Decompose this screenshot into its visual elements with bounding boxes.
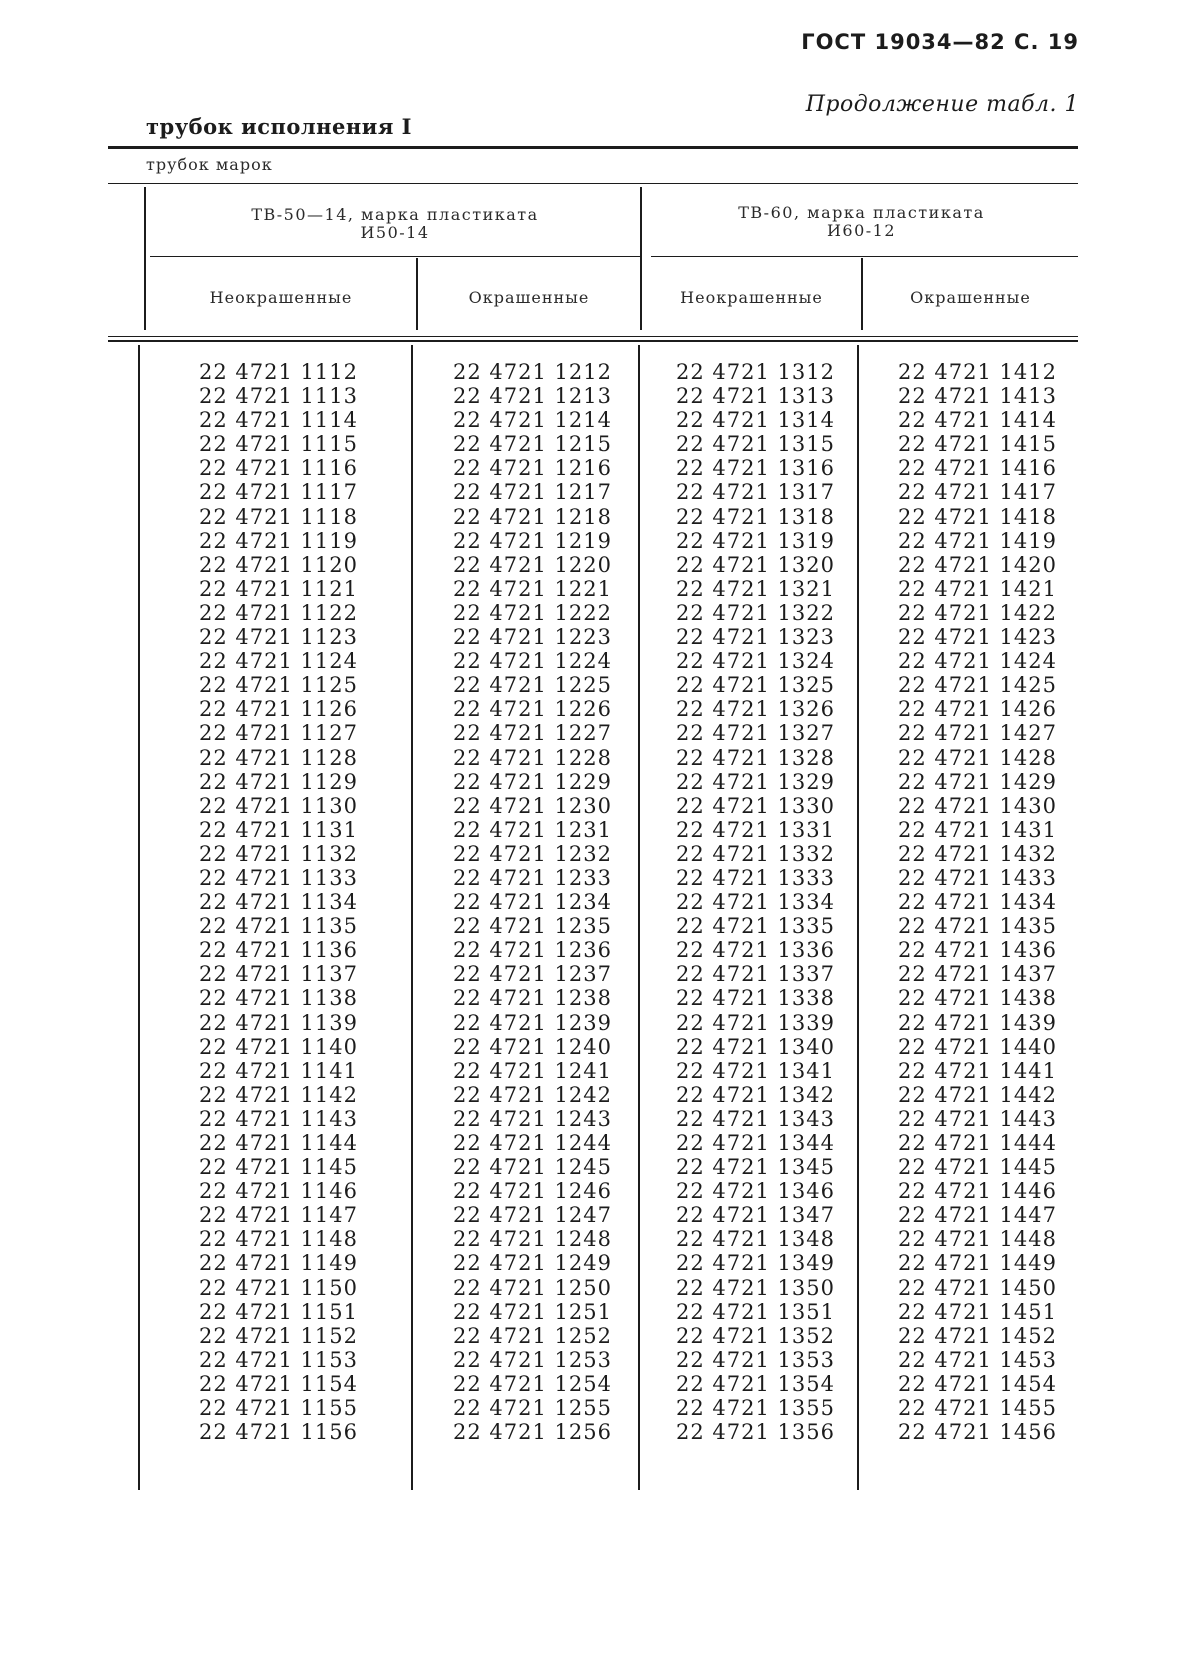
table-cell: 22 4721 1439 xyxy=(898,1010,1057,1035)
table-cell: 22 4721 1155 xyxy=(199,1396,358,1421)
table-cell: 22 4721 1133 xyxy=(199,865,358,890)
table-cell: 22 4721 1217 xyxy=(453,480,612,505)
group-1-underline xyxy=(150,256,640,257)
table-title: трубок исполнения I xyxy=(146,114,413,139)
table-cell: 22 4721 1355 xyxy=(676,1396,835,1421)
table-cell: 22 4721 1249 xyxy=(453,1251,612,1276)
table-cell: 22 4721 1316 xyxy=(676,456,835,481)
table-cell: 22 4721 1427 xyxy=(898,721,1057,746)
table-cell: 22 4721 1245 xyxy=(453,1155,612,1180)
table-cell: 22 4721 1148 xyxy=(199,1227,358,1252)
table-cell: 22 4721 1342 xyxy=(676,1082,835,1107)
table-cell: 22 4721 1239 xyxy=(453,1010,612,1035)
table-cell: 22 4721 1337 xyxy=(676,962,835,987)
table-cell: 22 4721 1354 xyxy=(676,1371,835,1396)
table-cell: 22 4721 1323 xyxy=(676,625,835,650)
table-cell: 22 4721 1441 xyxy=(898,1058,1057,1083)
table-cell: 22 4721 1443 xyxy=(898,1106,1057,1131)
column-divider-3-body xyxy=(857,345,859,1490)
table-cell: 22 4721 1328 xyxy=(676,745,835,770)
table-cell: 22 4721 1426 xyxy=(898,697,1057,722)
table-cell: 22 4721 1124 xyxy=(199,649,358,674)
table-cell: 22 4721 1446 xyxy=(898,1179,1057,1204)
table-cell: 22 4721 1445 xyxy=(898,1155,1057,1180)
table-cell: 22 4721 1449 xyxy=(898,1251,1057,1276)
table-cell: 22 4721 1421 xyxy=(898,576,1057,601)
table-cell: 22 4721 1146 xyxy=(199,1179,358,1204)
table-cell: 22 4721 1149 xyxy=(199,1251,358,1276)
table-cell: 22 4721 1156 xyxy=(199,1420,358,1445)
top-rule xyxy=(108,146,1078,149)
table-continuation-label: Продолжение табл. 1 xyxy=(805,92,1079,117)
table-cell: 22 4721 1333 xyxy=(676,865,835,890)
table-cell: 22 4721 1347 xyxy=(676,1203,835,1228)
table-cell: 22 4721 1312 xyxy=(676,360,835,384)
table-cell: 22 4721 1215 xyxy=(453,432,612,457)
table-cell: 22 4721 1116 xyxy=(199,456,358,481)
table-cell: 22 4721 1112 xyxy=(199,360,358,384)
table-cell: 22 4721 1442 xyxy=(898,1082,1057,1107)
table-cell: 22 4721 1356 xyxy=(676,1420,835,1445)
column-2-list xyxy=(453,360,612,1444)
table-border-left xyxy=(144,187,146,330)
table-cell: 22 4721 1340 xyxy=(676,1034,835,1059)
table-cell: 22 4721 1151 xyxy=(199,1299,358,1324)
table-cell: 22 4721 1448 xyxy=(898,1227,1057,1252)
table-cell: 22 4721 1253 xyxy=(453,1347,612,1372)
table-cell: 22 4721 1313 xyxy=(676,384,835,409)
table-cell: 22 4721 1339 xyxy=(676,1010,835,1035)
table-cell: 22 4721 1343 xyxy=(676,1106,835,1131)
table-cell: 22 4721 1231 xyxy=(453,817,612,842)
table-cell: 22 4721 1222 xyxy=(453,600,612,625)
table-cell: 22 4721 1438 xyxy=(898,986,1057,1011)
subtitle-rule xyxy=(108,183,1078,184)
table-cell: 22 4721 1334 xyxy=(676,890,835,915)
table-cell: 22 4721 1324 xyxy=(676,649,835,674)
table-cell: 22 4721 1232 xyxy=(453,841,612,866)
table-cell: 22 4721 1451 xyxy=(898,1299,1057,1324)
table-cell: 22 4721 1321 xyxy=(676,576,835,601)
table-cell: 22 4721 1414 xyxy=(898,408,1057,433)
page-header-standard: ГОСТ 19034—82 С. 19 xyxy=(801,30,1079,54)
table-cell: 22 4721 1229 xyxy=(453,769,612,794)
table-cell: 22 4721 1154 xyxy=(199,1371,358,1396)
table-cell: 22 4721 1423 xyxy=(898,625,1057,650)
table-cell: 22 4721 1431 xyxy=(898,817,1057,842)
table-cell: 22 4721 1240 xyxy=(453,1034,612,1059)
table-cell: 22 4721 1335 xyxy=(676,914,835,939)
table-cell: 22 4721 1150 xyxy=(199,1275,358,1300)
table-cell: 22 4721 1327 xyxy=(676,721,835,746)
table-cell: 22 4721 1223 xyxy=(453,625,612,650)
header-rule-thin xyxy=(108,336,1078,337)
table-cell: 22 4721 1440 xyxy=(898,1034,1057,1059)
table-cell: 22 4721 1432 xyxy=(898,841,1057,866)
table-cell: 22 4721 1138 xyxy=(199,986,358,1011)
table-cell: 22 4721 1436 xyxy=(898,938,1057,963)
table-cell: 22 4721 1127 xyxy=(199,721,358,746)
table-cell: 22 4721 1413 xyxy=(898,384,1057,409)
table-cell: 22 4721 1338 xyxy=(676,986,835,1011)
group-header-tv60-line1: ТВ-60, марка пластиката xyxy=(738,203,985,222)
table-cell: 22 4721 1422 xyxy=(898,600,1057,625)
table-cell: 22 4721 1143 xyxy=(199,1106,358,1131)
table-cell: 22 4721 1131 xyxy=(199,817,358,842)
table-cell: 22 4721 1114 xyxy=(199,408,358,433)
table-cell: 22 4721 1236 xyxy=(453,938,612,963)
table-cell: 22 4721 1317 xyxy=(676,480,835,505)
table-cell: 22 4721 1332 xyxy=(676,841,835,866)
table-cell: 22 4721 1241 xyxy=(453,1058,612,1083)
table-cell: 22 4721 1433 xyxy=(898,865,1057,890)
table-cell: 22 4721 1346 xyxy=(676,1179,835,1204)
table-cell: 22 4721 1453 xyxy=(898,1347,1057,1372)
table-cell: 22 4721 1213 xyxy=(453,384,612,409)
table-cell: 22 4721 1329 xyxy=(676,769,835,794)
table-cell: 22 4721 1132 xyxy=(199,841,358,866)
table-cell: 22 4721 1145 xyxy=(199,1155,358,1180)
table-subtitle: трубок марок xyxy=(146,155,273,174)
table-cell: 22 4721 1330 xyxy=(676,793,835,818)
table-cell: 22 4721 1226 xyxy=(453,697,612,722)
table-cell: 22 4721 1428 xyxy=(898,745,1057,770)
table-cell: 22 4721 1454 xyxy=(898,1371,1057,1396)
table-cell: 22 4721 1142 xyxy=(199,1082,358,1107)
column-1-list xyxy=(199,360,358,1444)
table-cell: 22 4721 1318 xyxy=(676,504,835,529)
group-header-tv60-line2: И60-12 xyxy=(826,221,897,240)
table-cell: 22 4721 1425 xyxy=(898,673,1057,698)
table-cell: 22 4721 1219 xyxy=(453,528,612,553)
table-cell: 22 4721 1255 xyxy=(453,1396,612,1421)
table-cell: 22 4721 1419 xyxy=(898,528,1057,553)
table-cell: 22 4721 1140 xyxy=(199,1034,358,1059)
table-cell: 22 4721 1344 xyxy=(676,1131,835,1155)
table-cell: 22 4721 1126 xyxy=(199,697,358,722)
table-cell: 22 4721 1349 xyxy=(676,1251,835,1276)
table-cell: 22 4721 1315 xyxy=(676,432,835,457)
table-cell: 22 4721 1320 xyxy=(676,552,835,577)
table-cell: 22 4721 1246 xyxy=(453,1179,612,1204)
table-cell: 22 4721 1350 xyxy=(676,1275,835,1300)
table-cell: 22 4721 1139 xyxy=(199,1010,358,1035)
table-cell: 22 4721 1256 xyxy=(453,1420,612,1445)
table-border-left-body xyxy=(138,345,140,1490)
table-cell: 22 4721 1252 xyxy=(453,1323,612,1348)
table-cell: 22 4721 1134 xyxy=(199,890,358,915)
column-header-3: Неокрашенные xyxy=(680,288,823,307)
table-cell: 22 4721 1214 xyxy=(453,408,612,433)
table-cell: 22 4721 1115 xyxy=(199,432,358,457)
table-cell: 22 4721 1136 xyxy=(199,938,358,963)
table-cell: 22 4721 1121 xyxy=(199,576,358,601)
table-cell: 22 4721 1120 xyxy=(199,552,358,577)
table-cell: 22 4721 1123 xyxy=(199,625,358,650)
table-cell: 22 4721 1248 xyxy=(453,1227,612,1252)
table-cell: 22 4721 1242 xyxy=(453,1082,612,1107)
table-cell: 22 4721 1113 xyxy=(199,384,358,409)
table-cell: 22 4721 1228 xyxy=(453,745,612,770)
table-cell: 22 4721 1412 xyxy=(898,360,1057,384)
table-cell: 22 4721 1345 xyxy=(676,1155,835,1180)
table-cell: 22 4721 1348 xyxy=(676,1227,835,1252)
group-divider-body xyxy=(638,345,640,1490)
table-cell: 22 4721 1221 xyxy=(453,576,612,601)
table-cell: 22 4721 1418 xyxy=(898,504,1057,529)
table-cell: 22 4721 1352 xyxy=(676,1323,835,1348)
column-header-1: Неокрашенные xyxy=(209,288,353,307)
table-cell: 22 4721 1417 xyxy=(898,480,1057,505)
table-cell: 22 4721 1430 xyxy=(898,793,1057,818)
table-cell: 22 4721 1119 xyxy=(199,528,358,553)
column-header-2: Окрашенные xyxy=(468,288,590,307)
table-cell: 22 4721 1455 xyxy=(898,1396,1057,1421)
table-cell: 22 4721 1216 xyxy=(453,456,612,481)
group-2-underline xyxy=(651,256,1078,257)
table-cell: 22 4721 1122 xyxy=(199,600,358,625)
table-cell: 22 4721 1129 xyxy=(199,769,358,794)
table-cell: 22 4721 1130 xyxy=(199,793,358,818)
table-cell: 22 4721 1456 xyxy=(898,1420,1057,1445)
table-cell: 22 4721 1429 xyxy=(898,769,1057,794)
table-cell: 22 4721 1331 xyxy=(676,817,835,842)
table-cell: 22 4721 1117 xyxy=(199,480,358,505)
table-cell: 22 4721 1351 xyxy=(676,1299,835,1324)
table-cell: 22 4721 1238 xyxy=(453,986,612,1011)
table-cell: 22 4721 1247 xyxy=(453,1203,612,1228)
table-cell: 22 4721 1326 xyxy=(676,697,835,722)
group-header-tv60 xyxy=(645,204,1078,240)
table-cell: 22 4721 1314 xyxy=(676,408,835,433)
column-divider-1-body xyxy=(411,345,413,1490)
table-cell: 22 4721 1444 xyxy=(898,1131,1057,1155)
table-cell: 22 4721 1147 xyxy=(199,1203,358,1228)
table-cell: 22 4721 1137 xyxy=(199,962,358,987)
table-cell: 22 4721 1434 xyxy=(898,890,1057,915)
table-cell: 22 4721 1235 xyxy=(453,914,612,939)
table-cell: 22 4721 1435 xyxy=(898,914,1057,939)
table-cell: 22 4721 1353 xyxy=(676,1347,835,1372)
table-cell: 22 4721 1416 xyxy=(898,456,1057,481)
table-cell: 22 4721 1415 xyxy=(898,432,1057,457)
table-cell: 22 4721 1224 xyxy=(453,649,612,674)
group-header-tv50-line1: ТВ-50—14, марка пластиката xyxy=(251,205,539,224)
table-cell: 22 4721 1152 xyxy=(199,1323,358,1348)
table-cell: 22 4721 1341 xyxy=(676,1058,835,1083)
table-cell: 22 4721 1135 xyxy=(199,914,358,939)
table-cell: 22 4721 1420 xyxy=(898,552,1057,577)
table-cell: 22 4721 1118 xyxy=(199,504,358,529)
table-cell: 22 4721 1250 xyxy=(453,1275,612,1300)
column-header-4: Окрашенные xyxy=(910,288,1031,307)
table-cell: 22 4721 1244 xyxy=(453,1131,612,1155)
group-header-tv50 xyxy=(150,206,640,242)
group-header-tv50-line2: И50-14 xyxy=(360,223,430,242)
table-cell: 22 4721 1144 xyxy=(199,1131,358,1155)
table-cell: 22 4721 1325 xyxy=(676,673,835,698)
table-cell: 22 4721 1336 xyxy=(676,938,835,963)
table-cell: 22 4721 1322 xyxy=(676,600,835,625)
table-cell: 22 4721 1237 xyxy=(453,962,612,987)
table-cell: 22 4721 1243 xyxy=(453,1106,612,1131)
table-cell: 22 4721 1234 xyxy=(453,890,612,915)
table-cell: 22 4721 1141 xyxy=(199,1058,358,1083)
table-cell: 22 4721 1212 xyxy=(453,360,612,384)
table-cell: 22 4721 1220 xyxy=(453,552,612,577)
header-rule-thick xyxy=(108,340,1078,342)
table-cell: 22 4721 1233 xyxy=(453,865,612,890)
table-cell: 22 4721 1254 xyxy=(453,1371,612,1396)
table-cell: 22 4721 1153 xyxy=(199,1347,358,1372)
table-cell: 22 4721 1125 xyxy=(199,673,358,698)
table-cell: 22 4721 1230 xyxy=(453,793,612,818)
column-3-list xyxy=(676,360,835,1444)
table-cell: 22 4721 1225 xyxy=(453,673,612,698)
group-divider xyxy=(640,187,642,330)
table-cell: 22 4721 1128 xyxy=(199,745,358,770)
table-cell: 22 4721 1450 xyxy=(898,1275,1057,1300)
table-cell: 22 4721 1251 xyxy=(453,1299,612,1324)
table-cell: 22 4721 1437 xyxy=(898,962,1057,987)
table-cell: 22 4721 1452 xyxy=(898,1323,1057,1348)
table-cell: 22 4721 1424 xyxy=(898,649,1057,674)
table-cell: 22 4721 1319 xyxy=(676,528,835,553)
table-cell: 22 4721 1218 xyxy=(453,504,612,529)
column-4-list xyxy=(898,360,1057,1444)
table-cell: 22 4721 1447 xyxy=(898,1203,1057,1228)
table-cell: 22 4721 1227 xyxy=(453,721,612,746)
